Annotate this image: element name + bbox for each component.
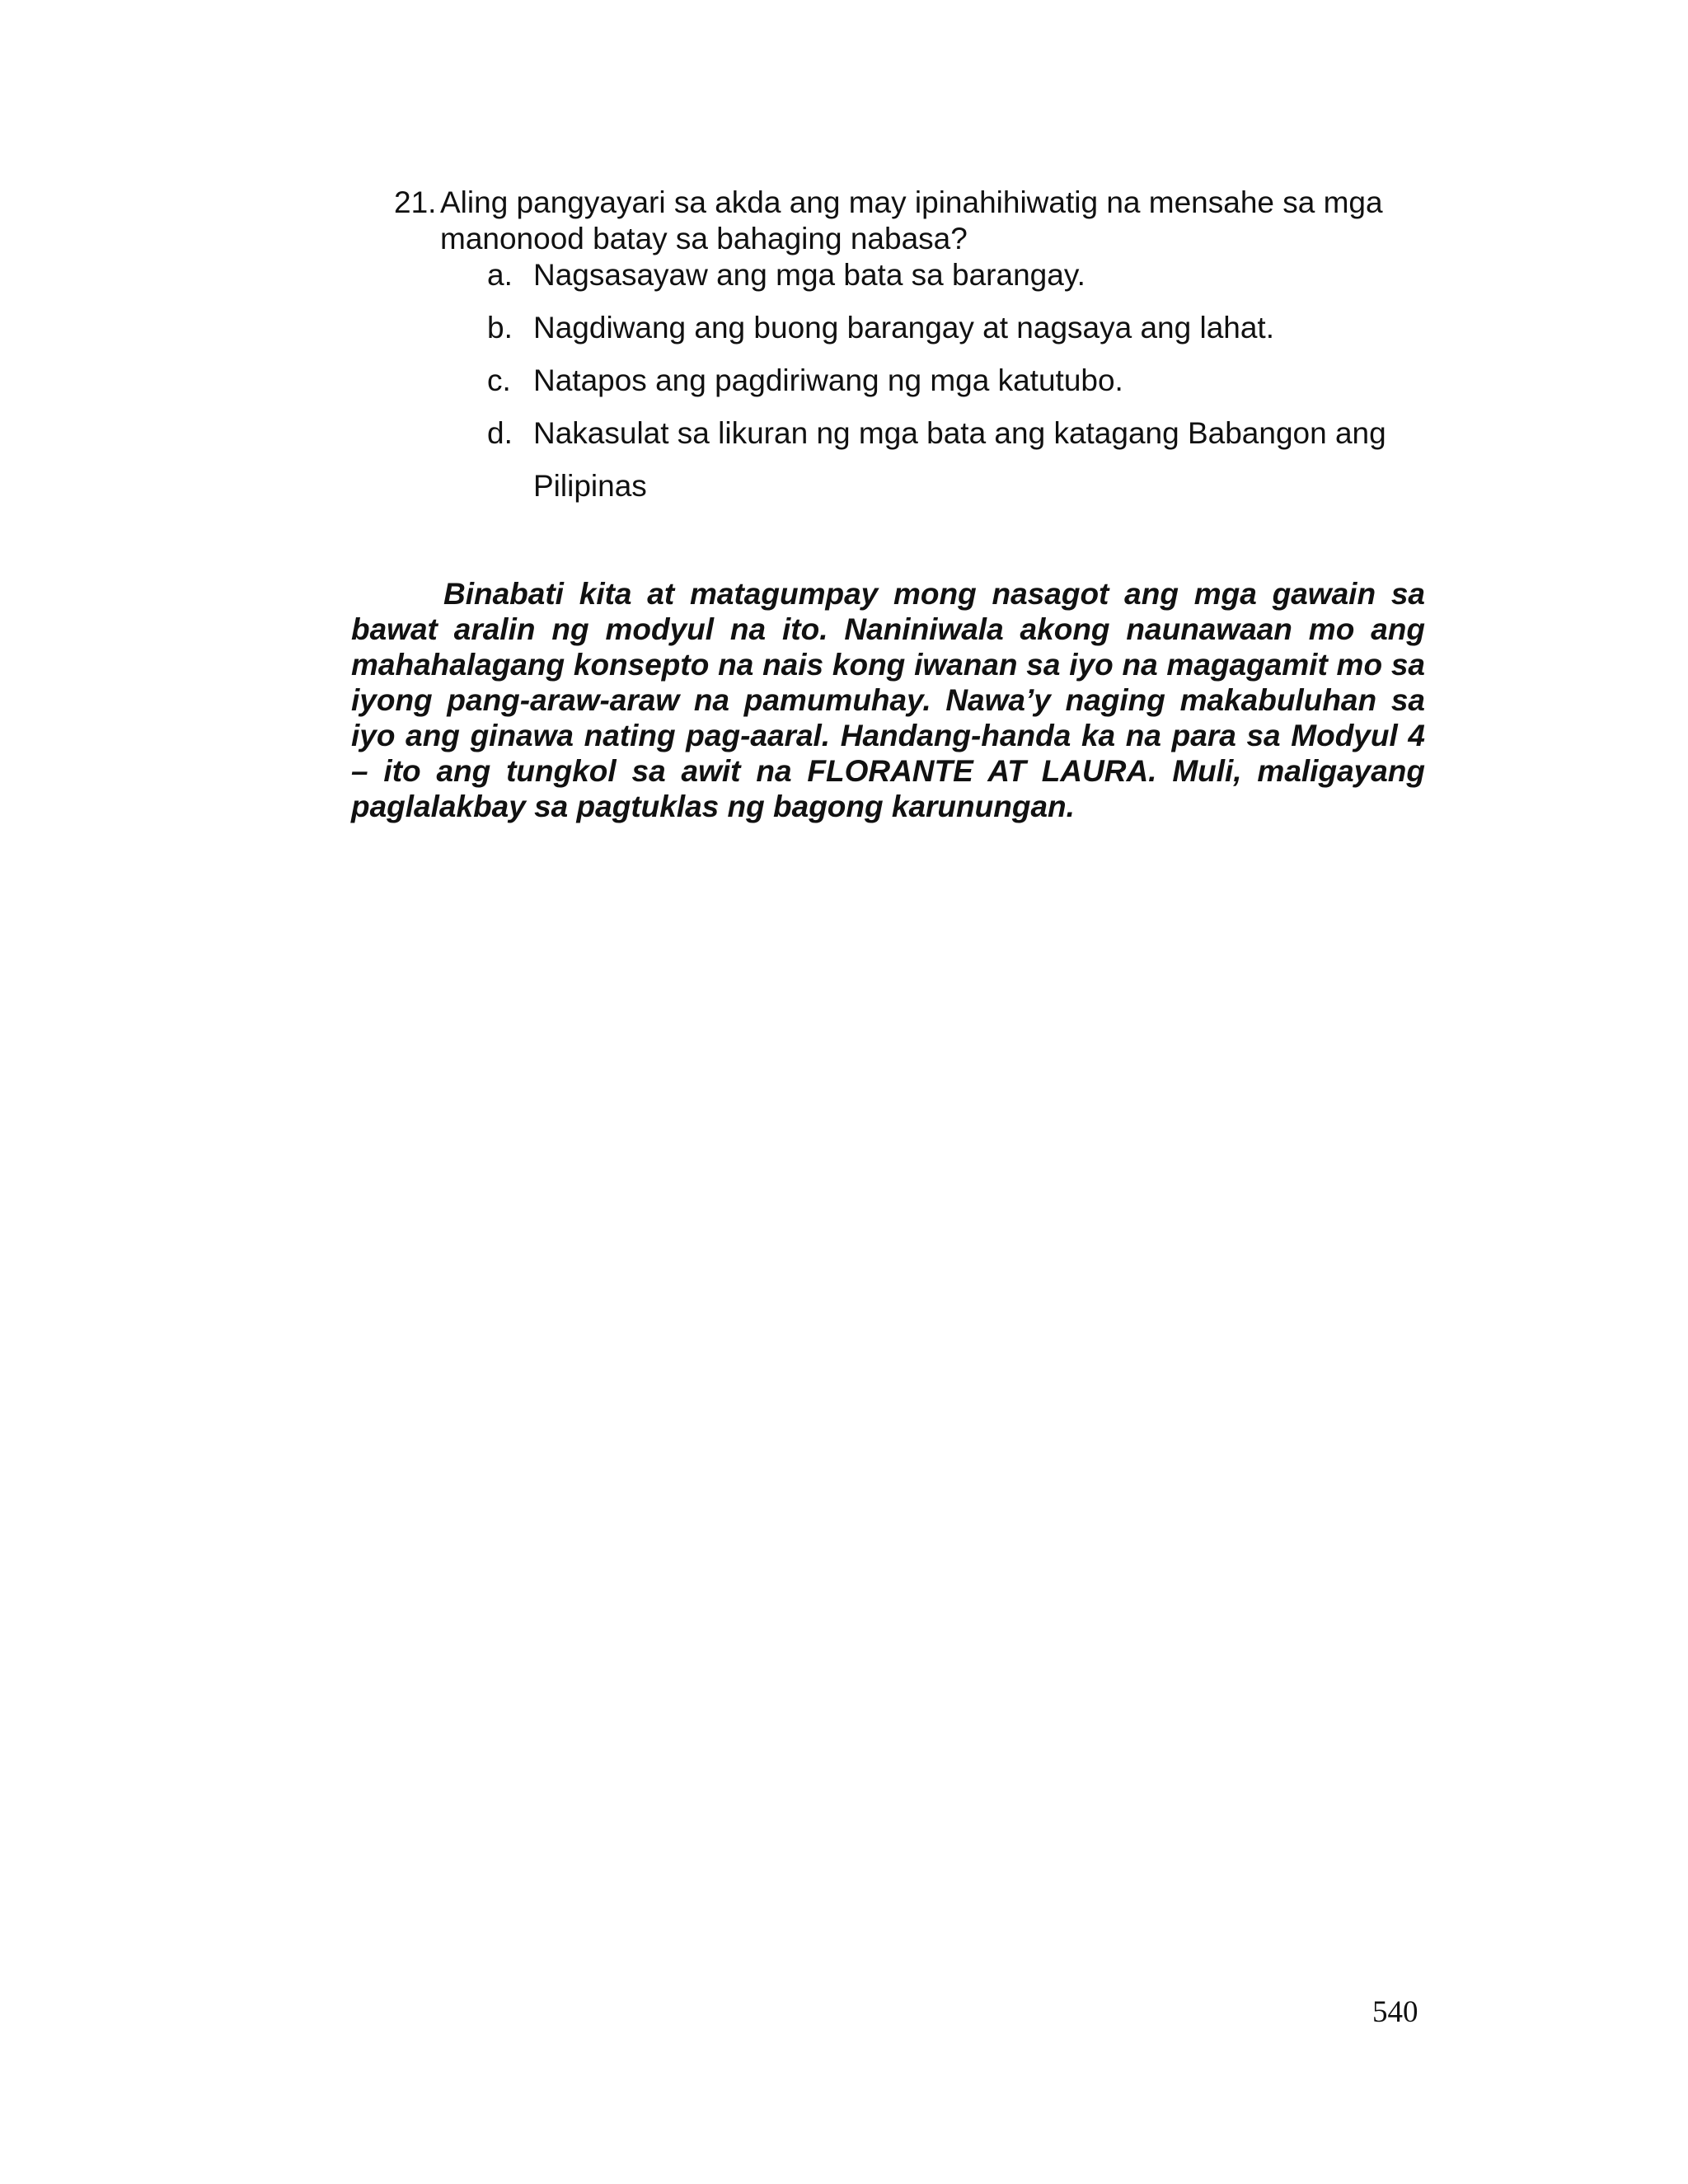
choice-c: [487, 363, 1424, 399]
choice-letter: b.: [487, 311, 513, 344]
choice-text: Nagsasayaw ang mga bata sa barangay.: [533, 258, 1085, 292]
answer-choices: [487, 257, 1424, 513]
choice-d: [487, 415, 1424, 513]
choice-letter: a.: [487, 258, 513, 292]
choice-text: Nakasulat sa likuran ng mga bata ang katagang Babangon ang Pilipinas: [533, 416, 1386, 503]
question-21: [394, 185, 1424, 529]
choice-letter: c.: [487, 363, 511, 397]
choice-text: Nagdiwang ang buong barangay at nagsaya ang lahat.: [533, 311, 1274, 344]
closing-paragraph: Binabati kita at matagumpay mong nasagot ang mga gawain sa bawat aralin ng modyul na ito. Naniniwala akong naunawaan mo ang mahahalagang konsepto na nais kong iwanan sa iyo na magagamit mo sa iyong pang-araw-araw na pamumuhay. Nawa’y naging makabuluhan sa iyo ang ginawa nating pag-aaral. Handang-handa ka na para sa Modyul 4 – ito ang tungkol sa awit na FLORANTE AT LAURA. Muli, maligayang paglalakbay sa pagtuklas ng bagong karunungan.: [351, 577, 1425, 823]
choice-b: [487, 310, 1424, 346]
choice-a: [487, 257, 1424, 293]
question-number: 21.: [394, 185, 437, 219]
question-text: Aling pangyayari sa akda ang may ipinahihiwatig na mensahe sa mga manonood batay sa bahaging nabasa?: [440, 185, 1383, 255]
page-number: 540: [1372, 1995, 1418, 2029]
choice-text: Natapos ang pagdiriwang ng mga katutubo.: [533, 363, 1123, 397]
choice-letter: d.: [487, 416, 513, 450]
